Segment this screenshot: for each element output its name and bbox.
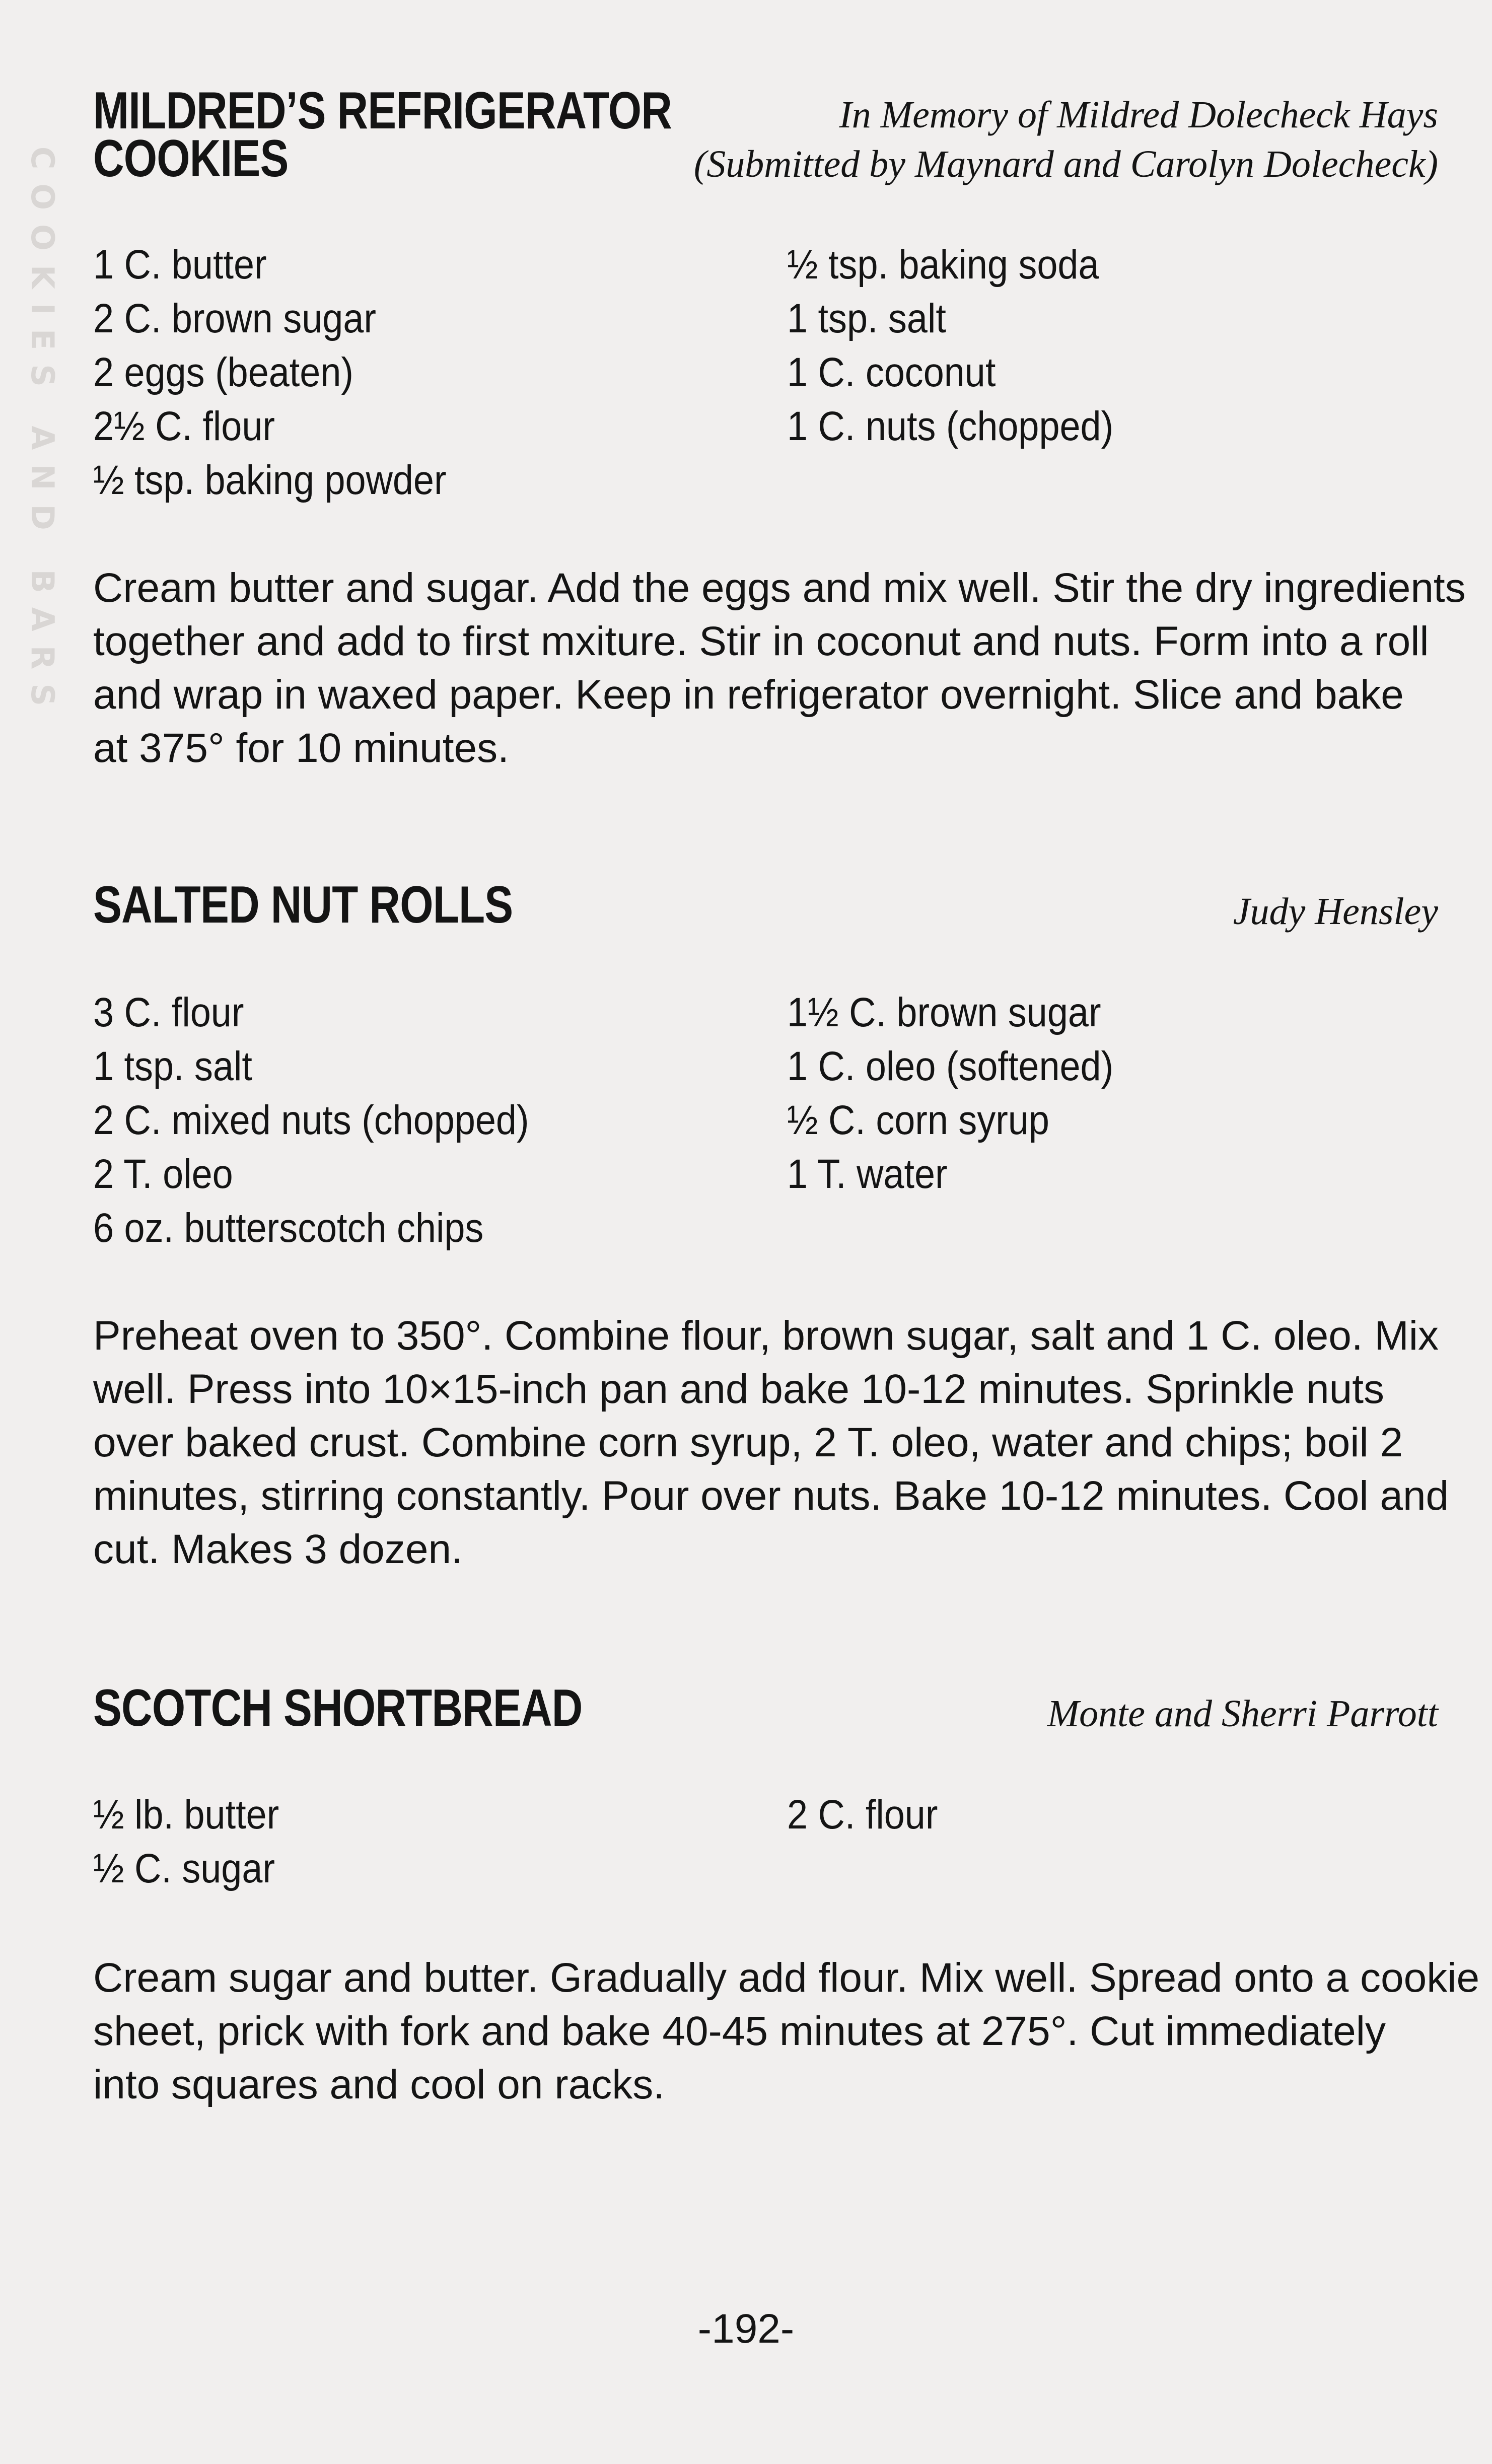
recipe-attribution: Judy Hensley (1233, 890, 1438, 933)
ingredient-item: ½ tsp. baking soda (787, 242, 1099, 288)
ingredient-item: 1 tsp. salt (787, 296, 946, 341)
directions-line: well. Press into 10×15-inch pan and bake 10-12 minutes. Sprinkle nuts (93, 1366, 1385, 1412)
ingredient-item: ½ C. corn syrup (787, 1097, 1049, 1143)
recipe-attribution: Monte and Sherri Parrott (1047, 1693, 1438, 1735)
directions-line: and wrap in waxed paper. Keep in refrigerator overnight. Slice and bake (93, 672, 1404, 718)
ingredient-item: 1 tsp. salt (93, 1043, 252, 1089)
ingredient-item: 1 C. coconut (787, 349, 996, 395)
directions-line: minutes, stirring constantly. Pour over nuts. Bake 10-12 minutes. Cool and (93, 1473, 1449, 1519)
directions-line: into squares and cool on racks. (93, 2062, 665, 2107)
ingredient-item: 2 C. brown sugar (93, 296, 376, 341)
recipe-attribution: (Submitted by Maynard and Carolyn Dolecheck) (693, 143, 1438, 185)
ingredient-item: 2 C. flour (787, 1792, 938, 1838)
directions-line: together and add to first mxiture. Stir in coconut and nuts. Form into a roll (93, 618, 1429, 664)
recipe-directions (93, 561, 1466, 775)
ingredient-item: 1 C. butter (93, 242, 267, 288)
ingredient-item: 2 T. oleo (93, 1151, 233, 1197)
recipe-title: SALTED NUT ROLLS (93, 876, 513, 934)
ingredient-item: 1 C. nuts (chopped) (787, 403, 1114, 449)
recipe-title: COOKIES (93, 129, 289, 188)
recipe-directions (93, 1951, 1480, 2111)
ingredient-item: ½ tsp. baking powder (93, 457, 447, 503)
recipe-attribution: In Memory of Mildred Dolecheck Hays (839, 94, 1438, 136)
directions-line: cut. Makes 3 dozen. (93, 1526, 463, 1572)
ingredient-item: 6 oz. butterscotch chips (93, 1205, 484, 1251)
ingredient-item: ½ lb. butter (93, 1792, 279, 1838)
directions-line: Preheat oven to 350°. Combine flour, brown sugar, salt and 1 C. oleo. Mix (93, 1313, 1439, 1359)
ingredient-item: 2 eggs (beaten) (93, 349, 353, 395)
directions-line: Cream sugar and butter. Gradually add flour. Mix well. Spread onto a cookie (93, 1955, 1480, 2001)
ingredient-item: 1½ C. brown sugar (787, 990, 1101, 1035)
directions-line: at 375° for 10 minutes. (93, 725, 509, 771)
side-section-tab (15, 146, 70, 720)
directions-line: Cream butter and sugar. Add the eggs and mix well. Stir the dry ingredients (93, 565, 1466, 611)
page-number: -192- (697, 2306, 795, 2352)
recipe-directions (93, 1309, 1449, 1576)
directions-line: sheet, prick with fork and bake 40-45 minutes at 275°. Cut immediately (93, 2008, 1386, 2054)
recipe-title: SCOTCH SHORTBREAD (93, 1679, 583, 1737)
recipe-title: MILDRED’S REFRIGERATOR (93, 82, 672, 140)
ingredient-item: 1 T. water (787, 1151, 948, 1197)
ingredient-item: ½ C. sugar (93, 1846, 275, 1891)
side-section-label: COOKIES AND BARS (24, 146, 61, 720)
ingredient-item: 3 C. flour (93, 990, 244, 1035)
ingredient-item: 2½ C. flour (93, 403, 275, 449)
directions-line: over baked crust. Combine corn syrup, 2 T. oleo, water and chips; boil 2 (93, 1420, 1403, 1465)
ingredient-item: 1 C. oleo (softened) (787, 1043, 1114, 1089)
ingredient-item: 2 C. mixed nuts (chopped) (93, 1097, 529, 1143)
